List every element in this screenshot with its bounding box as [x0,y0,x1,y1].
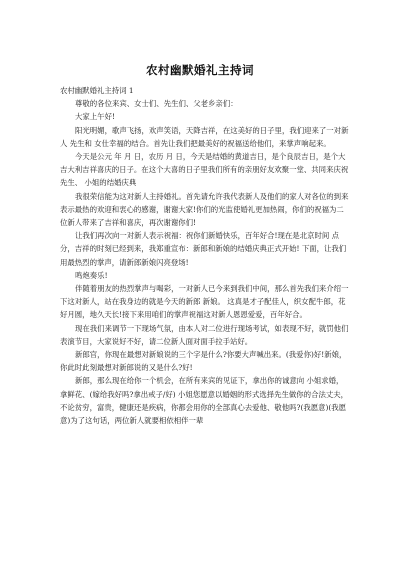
paragraph: 阳光明媚，歌声飞扬，欢声笑语，天降吉祥，在这美好的日子里，我们迎来了一对新人 先生和 女仕幸福的结合。首先让我们把最美好的祝福送给他们，来掌声响起来。 [60,125,349,148]
paragraph: 新郎，那么现在给你一个机会，在所有来宾的见证下，拿出你的诚意向 小姐求婚，拿鲜花、(嫁给我好吗?拿出戒子/好) 小姐您愿意以婚姻的形式选择先生做你的合法丈夫，不论贫穷，富贵，健康还是疾病，你都会用你的全部真心去爱他、敬他吗?(我愿意)(我愿意)为了这句话，两位新人就要相依相伴一辈 [60,376,349,426]
paragraph: 农村幽默婚礼主持词 1 [60,86,134,95]
paragraph: 新郎官，你现在最想对新娘说的三个字是什么?你要大声喊出来。(我爱你)好!新娘，你此时此刻最想对新郎说的又是什么?好! [60,350,347,373]
paragraph: 鸣炮奏乐! [75,270,108,280]
paragraph: 尊敬的各位来宾、女士们、先生们、父老乡亲们： [75,99,238,109]
paragraph: 今天是公元 年 月 日，农历 月 日，今天是结婚的黄道吉日，是个良辰吉日，是个大吉大利吉祥喜庆的日子。在这个大喜的日子里我们所有的亲朋好友欢聚一堂、共同来庆祝 先生、 小姐的结婚庆典 [60,152,349,188]
document-body [60,84,350,427]
document-title: 农村幽默婚礼主持词 [146,63,254,77]
paragraph: 我很荣信能为这对新人主持婚礼。首先请允许我代表新人及他们的家人对各位的到来表示最热的欢迎和衷心的感谢，谢谢大家!你们的光监使婚礼更加热闹，你们的祝福为二位新人带来了吉祥和喜庆，再次谢谢你们! [60,191,349,228]
paragraph: 大家上午好! [75,112,115,122]
paragraph: 现在我们来调节一下现场气氛，由本人对二位进行现场考试，如表现不好，就罚他们表演节目，大家说好不好，请二位新人面对面手拉手站好。 [60,323,349,346]
paragraph: 让我们再次向一对新人表示祝福：祝你们新婚快乐，百年好合!现在是北京时间 点 分，吉祥的时刻已经到来，我郑重宣布：新郎和新娘的结婚庆典正式开始! 下面，让我们用最热烈的掌声，请新郎新娘闪亮登场! [60,231,347,267]
paragraph: 伴随着朋友的热烈掌声与喝彩，一对新人已今来到我们中间，那么首先我们来介绍一下这对新人，站在我身边的就是今天的新郎 新娘。 这真是才子配佳人，织女配牛郎，花好月圆，地久天长!接下来用咱们的掌声祝福这对新人恩恩爱爱，百年好合。 [60,284,349,320]
